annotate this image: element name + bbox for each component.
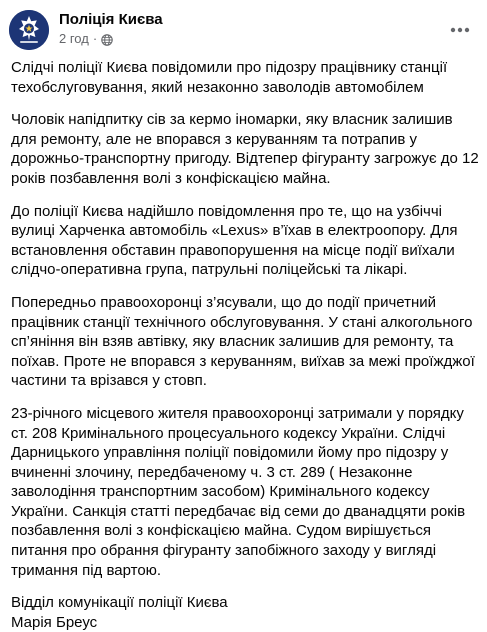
post-paragraph: До поліції Києва надійшло повідомлення про те, що на узбіччі вулиці Харченка автомобіль «Lexus» в’їхав в електроопору. Для встановлення обставин правопорушення на місце події виїхали слідчо-оперативна група, патрульні поліцейські та лікарі. <box>11 202 458 279</box>
more-horizontal-icon <box>450 27 470 33</box>
meta-separator: · <box>92 31 98 46</box>
post-meta <box>59 31 113 47</box>
post-paragraph: Чоловік напідпитку сів за кермо іномарки, яку власник залишив для ремонту, але не впорався з керуванням та потрапив у дорожньо-транспортну пригоду. Відтепер фігуранту загрожує до 12 років позбавлення волі з конфіскацією майна. <box>11 111 479 187</box>
police-badge-icon <box>9 10 49 50</box>
post-header <box>0 0 487 54</box>
page-avatar[interactable] <box>9 10 49 50</box>
post-timestamp[interactable]: 2 год <box>59 31 89 46</box>
post-paragraph: 23-річного місцевого жителя правоохоронці затримали у порядку ст. 208 Кримінального процесуального кодексу України. Слідчі Дарницького управління поліції повідомили йому про підозру у вчиненні злочину, передбаченому ч. 3 ст. 289 ( Незаконне заволодіння транспортним засобом) Кримінального кодексу України. Санкція статті передбачає від семи до дванадцяти років позбавлення волі з конфіскацією майна. Судом вирішується питання про обрання фігуранту запобіжного заходу у вигляді тримання під вартою. <box>11 404 466 579</box>
post-options-button[interactable] <box>446 16 474 44</box>
globe-icon[interactable] <box>101 34 113 46</box>
signature-name: Марія Бреус <box>11 613 98 631</box>
page-name-link[interactable]: Поліція Києва <box>59 11 163 28</box>
post-paragraph: Слідчі поліції Києва повідомили про підозру працівнику станції техобслуговування, який незаконно заволодів автомобілем <box>11 59 448 96</box>
post-content <box>11 58 479 632</box>
signature-org: Відділ комунікації поліції Києва <box>11 594 228 612</box>
post-paragraph: Попередньо правоохоронці з’ясували, що до події причетний працівник станції технічного обслуговування. У стані алкогольного сп’яніння він взяв автівку, яку власник залишив для ремонту, та поїхав. Проте не впорався з керуванням, виїхав за межі проїжджої частини та врізався у стовп. <box>11 293 475 390</box>
